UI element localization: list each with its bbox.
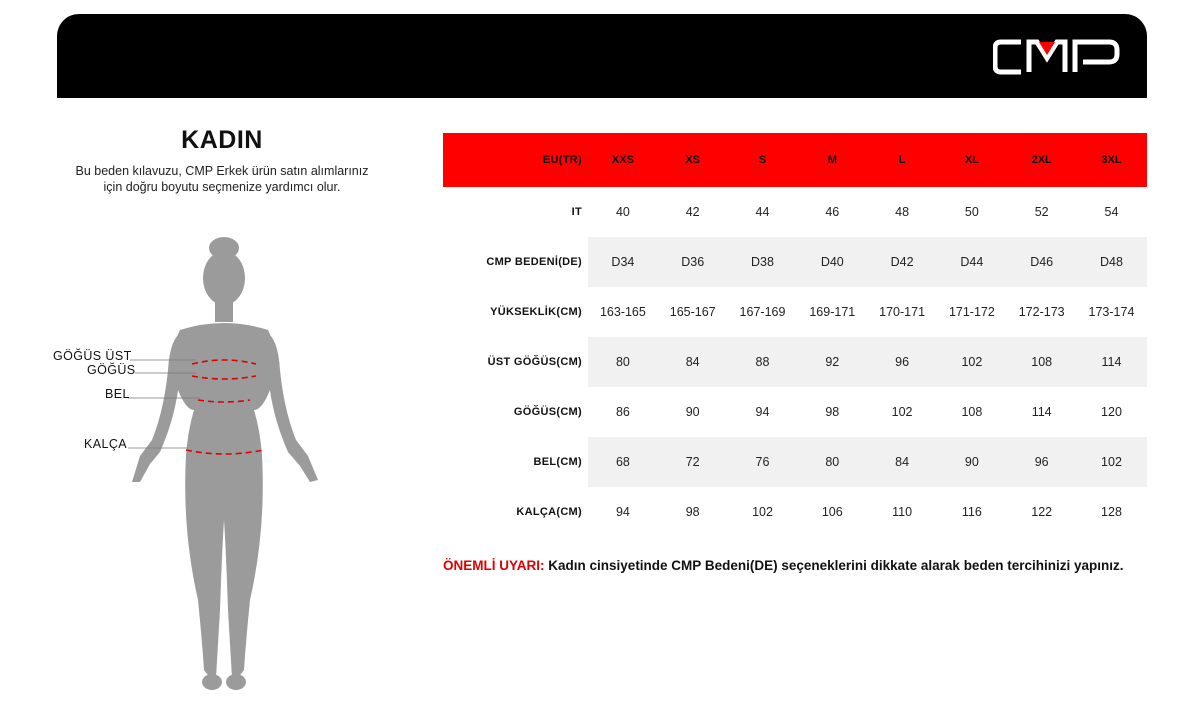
table-cell: 122 (1031, 505, 1053, 519)
description-line-2: için doğru boyutu seçmenize yardımcı olur. (103, 180, 341, 194)
table-cell: 44 (755, 205, 770, 219)
label-chest: GÖĞÜS (87, 363, 136, 377)
table-cell: 90 (685, 405, 700, 419)
table-cell: 84 (685, 355, 700, 369)
table-cell: 76 (755, 455, 770, 469)
table-cell: 84 (895, 455, 910, 469)
table-cell: 173-174 (1088, 305, 1135, 319)
body-measurement-figure (0, 230, 440, 700)
row-label: GÖĞÜS(CM) (513, 406, 582, 418)
table-cell: 46 (825, 205, 840, 219)
table-row (443, 437, 1147, 487)
header-size: 2XL (1031, 154, 1052, 166)
table-cell: 98 (685, 505, 700, 519)
table-cell: 92 (825, 355, 840, 369)
table-row (443, 337, 1147, 387)
row-label: IT (571, 206, 582, 218)
header-size: M (827, 154, 837, 166)
table-cell: D44 (960, 255, 984, 269)
table-cell: 96 (1034, 455, 1049, 469)
table-row (443, 237, 1147, 287)
row-label: KALÇA(CM) (516, 506, 582, 518)
row-label: BEL(CM) (533, 456, 582, 468)
table-cell: 163-165 (599, 305, 646, 319)
section-description (50, 163, 394, 195)
header-size: 3XL (1101, 154, 1122, 166)
table-cell: 102 (1101, 455, 1122, 469)
table-cell: 54 (1104, 205, 1119, 219)
table-cell: D48 (1100, 255, 1123, 269)
table-cell: D46 (1030, 255, 1054, 269)
table-cell: 52 (1034, 205, 1049, 219)
table-cell: 94 (615, 505, 630, 519)
table-cell: 165-167 (669, 305, 716, 319)
label-upper-chest: GÖĞÜS ÜST (53, 349, 132, 363)
label-waist: BEL (105, 387, 130, 401)
warning-text: Kadın cinsiyetinde CMP Bedeni(DE) seçeneklerini dikkate alarak beden tercihinizi yapınız. (548, 558, 1124, 573)
size-chart-table (443, 133, 1147, 537)
table-row (443, 187, 1147, 237)
table-cell: 80 (615, 355, 630, 369)
important-warning (443, 558, 1163, 573)
table-cell: 102 (961, 355, 983, 369)
table-cell: 42 (685, 205, 700, 219)
cmp-logo (993, 38, 1121, 76)
header-size: S (758, 154, 767, 166)
table-cell: 102 (752, 505, 773, 519)
table-header-row (443, 133, 1147, 187)
table-cell: D42 (890, 255, 914, 269)
table-cell: 90 (964, 455, 979, 469)
table-cell: D36 (681, 255, 705, 269)
header-size: XS (685, 154, 701, 166)
table-cell: 106 (821, 505, 843, 519)
table-cell: 170-171 (879, 305, 926, 319)
table-cell: 116 (961, 505, 982, 519)
label-hip: KALÇA (84, 437, 127, 451)
row-label: YÜKSEKLİK(CM) (490, 306, 582, 318)
brand-header (57, 14, 1147, 98)
table-cell: 72 (685, 455, 700, 469)
table-cell: D34 (611, 255, 635, 269)
table-cell: 172-173 (1018, 305, 1065, 319)
description-line-1: Bu beden kılavuzu, CMP Erkek ürün satın alımlarınız (75, 164, 369, 178)
table-cell: 108 (961, 405, 983, 419)
table-cell: D38 (751, 255, 774, 269)
row-label: CMP BEDENİ(DE) (486, 256, 582, 268)
table-cell: 50 (964, 205, 979, 219)
table-cell: 48 (895, 205, 910, 219)
table-cell: 120 (1101, 405, 1122, 419)
table-cell: 169-171 (809, 305, 856, 319)
header-size: XL (964, 154, 979, 166)
table-cell: 167-169 (739, 305, 786, 319)
table-cell: 98 (825, 405, 840, 419)
table-cell: 86 (615, 405, 630, 419)
header-size: L (898, 154, 906, 166)
header-size: XXS (611, 154, 634, 166)
table-cell: 88 (755, 355, 770, 369)
table-cell: 102 (891, 405, 913, 419)
table-cell: 40 (615, 205, 630, 219)
female-silhouette (0, 230, 440, 700)
table-cell: 68 (615, 455, 630, 469)
table-cell: 94 (755, 405, 770, 419)
header-label: EU(TR) (542, 154, 582, 166)
table-row (443, 287, 1147, 337)
table-cell: 110 (892, 505, 913, 519)
table-cell: 114 (1031, 405, 1052, 419)
table-cell: 171-172 (948, 305, 995, 319)
table-row (443, 387, 1147, 437)
table-cell: D40 (820, 255, 844, 269)
table-cell: 80 (825, 455, 840, 469)
row-label: ÜST GÖĞÜS(CM) (487, 356, 582, 368)
table-row (443, 487, 1147, 537)
table-cell: 96 (895, 355, 910, 369)
warning-title: ÖNEMLİ UYARI: (443, 558, 545, 573)
section-title: KADIN (181, 126, 263, 154)
table-cell: 108 (1031, 355, 1053, 369)
table-cell: 114 (1101, 355, 1122, 369)
table-cell: 128 (1101, 505, 1122, 519)
